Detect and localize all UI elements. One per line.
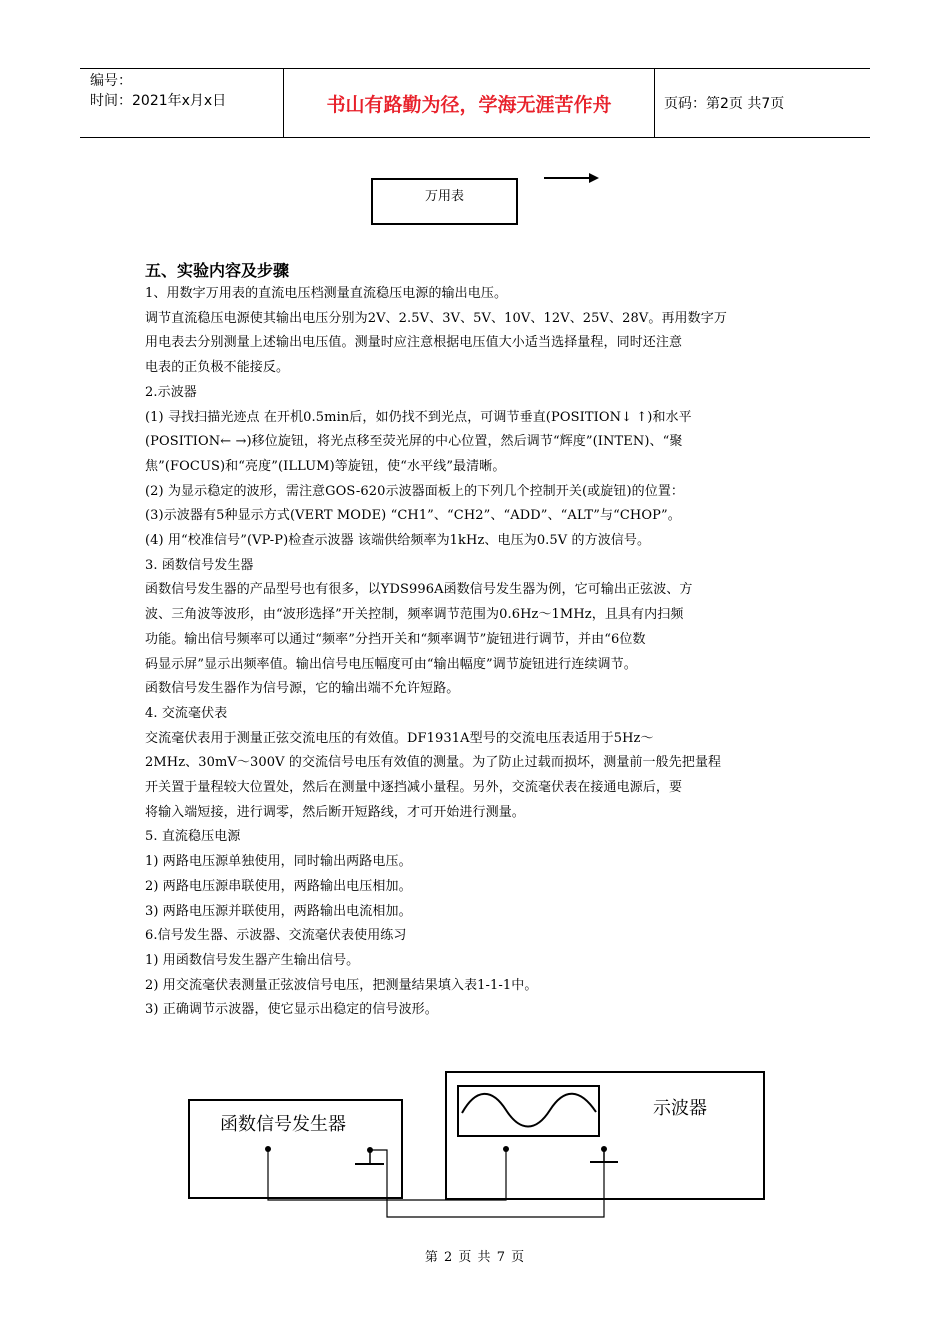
section-title: 五、实验内容及步骤 xyxy=(145,261,290,280)
text-line: 焦”(FOCUS)和“亮度”(ILLUM)等旋钮，使“水平线”最清晰。 xyxy=(145,458,506,474)
arrow-right-icon xyxy=(543,168,603,188)
text-line: 用电表去分别测量上述输出电压值。测量时应注意根据电压值大小适当选择量程，同时还注意 xyxy=(145,335,683,351)
text-line: 1) 两路电压源单独使用，同时输出两路电压。 xyxy=(145,854,412,870)
header-meta xyxy=(80,69,283,137)
text-line: 函数信号发生器的产品型号也有很多，以YDS996A函数信号发生器为例，它可输出正弦波、方 xyxy=(145,582,693,598)
oscilloscope-label: 示波器 xyxy=(653,1098,707,1119)
text-line: 5. 直流稳压电源 xyxy=(145,829,241,845)
number-label: 编号： xyxy=(90,73,132,89)
diagram-svg xyxy=(0,1060,950,1230)
text-line: (1) 寻找扫描光迹点 在开机0.5min后，如仍找不到光点，可调节垂直(POSITION↓ ↑)和水平 xyxy=(145,409,692,425)
text-line: 2) 两路电压源串联使用，两路输出电压相加。 xyxy=(145,878,412,894)
text-line: 6.信号发生器、示波器、交流毫伏表使用练习 xyxy=(145,928,407,944)
text-line: 3. 函数信号发生器 xyxy=(145,557,254,573)
text-line: (POSITION← →)移位旋钮，将光点移至荧光屏的中心位置，然后调节“辉度”(INTEN)、“聚 xyxy=(145,434,683,450)
text-line: 功能。输出信号频率可以通过“频率”分挡开关和“频率调节”旋钮进行调节，并由“6位数 xyxy=(145,631,646,647)
text-line: 开关置于量程较大位置处，然后在测量中逐挡减小量程。另外，交流毫伏表在接通电源后，要 xyxy=(145,780,683,796)
text-line: (4) 用“校准信号”(VP-P)检查示波器 该端供给频率为1kHz、电压为0.5V 的方波信号。 xyxy=(145,533,651,549)
text-line: 2.示波器 xyxy=(145,384,197,400)
page-header xyxy=(80,68,870,138)
text-line: 码显示屏”显示出频率值。输出信号电压幅度可由“输出幅度”调节旋钮进行连续调节。 xyxy=(145,656,637,672)
page-footer: 第 2 页 共 7 页 xyxy=(424,1250,526,1265)
text-line: 电表的正负极不能接反。 xyxy=(145,360,290,376)
text-line: (3)示波器有5种显示方式(VERT MODE) “CH1”、“CH2”、“ADD”、“ALT”与“CHOP”。 xyxy=(145,508,681,524)
sine-wave xyxy=(462,1094,596,1127)
text-line: 1) 用函数信号发生器产生输出信号。 xyxy=(145,952,360,968)
text-line: 交流毫伏表用于测量正弦交流电压的有效值。DF1931A型号的交流电压表适用于5Hz～ xyxy=(145,730,654,746)
text-line: 2) 用交流毫伏表测量正弦波信号电压，把测量结果填入表1-1-1中。 xyxy=(145,977,538,993)
text-line: 3) 正确调节示波器，使它显示出稳定的信号波形。 xyxy=(145,1002,438,1018)
text-line: 4. 交流毫伏表 xyxy=(145,705,228,721)
ground-wire xyxy=(370,1150,604,1217)
multimeter-box: 万用表 xyxy=(371,178,518,225)
text-line: 3) 两路电压源并联使用，两路输出电流相加。 xyxy=(145,903,412,919)
scope-screen xyxy=(458,1086,599,1136)
generator-label: 函数信号发生器 xyxy=(220,1114,346,1135)
text-line: 1、用数字万用表的直流电压档测量直流稳压电源的输出电压。 xyxy=(145,286,508,301)
connection-diagram xyxy=(0,1060,950,1230)
text-line: 波、三角波等波形，由“波形选择”开关控制，频率调节范围为0.6Hz～1MHz，且具有内扫频 xyxy=(145,607,684,623)
time-label: 时间：2021年x月x日 xyxy=(90,93,227,109)
section-body xyxy=(145,282,815,1023)
text-line: 将输入端短接，进行调零，然后断开短路线，才可开始进行测量。 xyxy=(145,804,525,820)
experiment-content xyxy=(145,260,815,1023)
header-page-info: 页码：第2页 共7页 xyxy=(664,96,785,112)
text-line: 函数信号发生器作为信号源，它的输出端不允许短路。 xyxy=(145,681,460,697)
text-line: (2) 为显示稳定的波形，需注意GOS-620示波器面板上的下列几个控制开关(或旋钮)的位置： xyxy=(145,483,685,499)
text-line: 2MHz、30mV～300V 的交流信号电压有效值的测量。为了防止过载而损坏，测量前一般先把量程 xyxy=(145,755,722,771)
header-motto: 书山有路勤为径，学海无涯苦作舟 xyxy=(283,69,655,137)
text-line: 调节直流稳压电源使其输出电压分别为2V、2.5V、3V、5V、10V、12V、25V、28V。再用数字万 xyxy=(145,310,727,326)
